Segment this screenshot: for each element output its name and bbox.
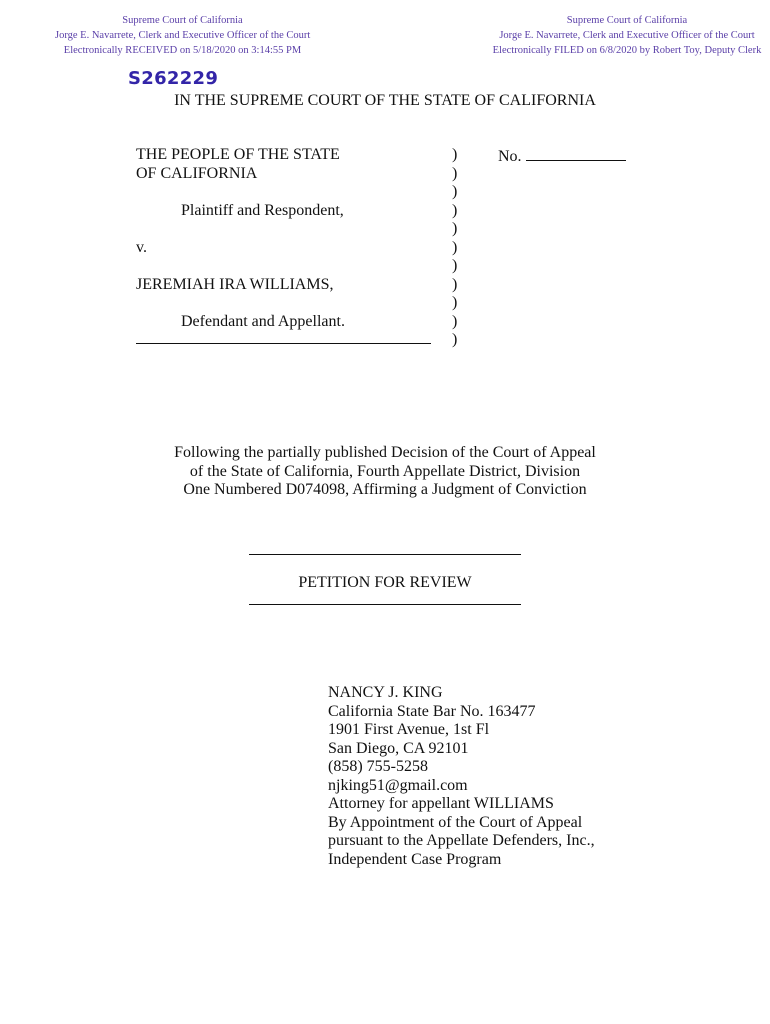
plaintiff-name-line1: THE PEOPLE OF THE STATE bbox=[136, 146, 340, 163]
received-stamp-date: Electronically RECEIVED on 5/18/2020 on 3:14:55 PM bbox=[63, 45, 302, 56]
petition-title: PETITION FOR REVIEW bbox=[298, 574, 472, 591]
paren: ) bbox=[452, 183, 458, 200]
following-line3: One Numbered D074098, Affirming a Judgment of Conviction bbox=[183, 481, 587, 498]
paren: ) bbox=[452, 238, 458, 256]
attorney-address-line2: San Diego, CA 92101 bbox=[328, 739, 469, 757]
attorney-appointment-line2: pursuant to the Appellate Defenders, Inc., bbox=[328, 832, 595, 849]
paren: ) bbox=[452, 331, 458, 348]
paren: ) bbox=[452, 201, 458, 219]
docket-label: No. bbox=[498, 148, 522, 165]
paren: ) bbox=[452, 146, 458, 163]
versus: v. bbox=[136, 238, 147, 256]
paren: ) bbox=[452, 220, 458, 237]
received-stamp-clerk: Jorge E. Navarrete, Clerk and Executive Officer of the Court bbox=[55, 30, 311, 41]
attorney-name: NANCY J. KING bbox=[328, 684, 443, 701]
defendant-name: JEREMIAH IRA WILLIAMS, bbox=[136, 275, 334, 293]
petition-title-block bbox=[249, 540, 521, 605]
filed-stamp-clerk: Jorge E. Navarrete, Clerk and Executive Officer of the Court bbox=[499, 30, 755, 41]
attorney-role: Attorney for appellant WILLIAMS bbox=[328, 795, 554, 812]
filed-stamp bbox=[492, 13, 762, 58]
docket-blank bbox=[526, 146, 626, 161]
attorney-appointment-line1: By Appointment of the Court of Appeal bbox=[328, 813, 583, 831]
case-caption bbox=[136, 146, 431, 344]
paren: ) bbox=[452, 294, 458, 311]
attorney-block bbox=[328, 684, 595, 869]
filed-stamp-court: Supreme Court of California bbox=[566, 15, 688, 26]
petition-rule-top bbox=[249, 540, 521, 555]
case-number-stamp: S262229 bbox=[128, 68, 219, 89]
defendant-role: Defendant and Appellant. bbox=[181, 312, 345, 330]
received-stamp bbox=[55, 13, 310, 58]
attorney-address-line1: 1901 First Avenue, 1st Fl bbox=[328, 721, 490, 738]
petition-rule-bottom bbox=[249, 592, 521, 605]
docket-number bbox=[498, 146, 626, 167]
court-title: IN THE SUPREME COURT OF THE STATE OF CALIFORNIA bbox=[174, 92, 596, 109]
attorney-bar-number: California State Bar No. 163477 bbox=[328, 702, 536, 720]
paren: ) bbox=[452, 312, 458, 330]
plaintiff-role: Plaintiff and Respondent, bbox=[181, 201, 344, 219]
following-line2: of the State of California, Fourth Appellate District, Division bbox=[189, 462, 581, 480]
following-statement bbox=[120, 444, 650, 500]
following-line1: Following the partially published Decision of the Court of Appeal bbox=[174, 444, 596, 461]
caption-parentheses bbox=[452, 146, 457, 350]
attorney-appointment-line3: Independent Case Program bbox=[328, 850, 502, 868]
plaintiff-name-line2: OF CALIFORNIA bbox=[136, 164, 258, 182]
paren: ) bbox=[452, 164, 458, 182]
attorney-phone: (858) 755-5258 bbox=[328, 758, 428, 775]
caption-rule bbox=[136, 331, 431, 344]
received-stamp-court: Supreme Court of California bbox=[122, 15, 243, 26]
attorney-email: njking51@gmail.com bbox=[328, 776, 468, 794]
paren: ) bbox=[452, 257, 458, 274]
paren: ) bbox=[452, 275, 458, 293]
filed-stamp-date: Electronically FILED on 6/8/2020 by Robert Toy, Deputy Clerk bbox=[492, 45, 762, 56]
